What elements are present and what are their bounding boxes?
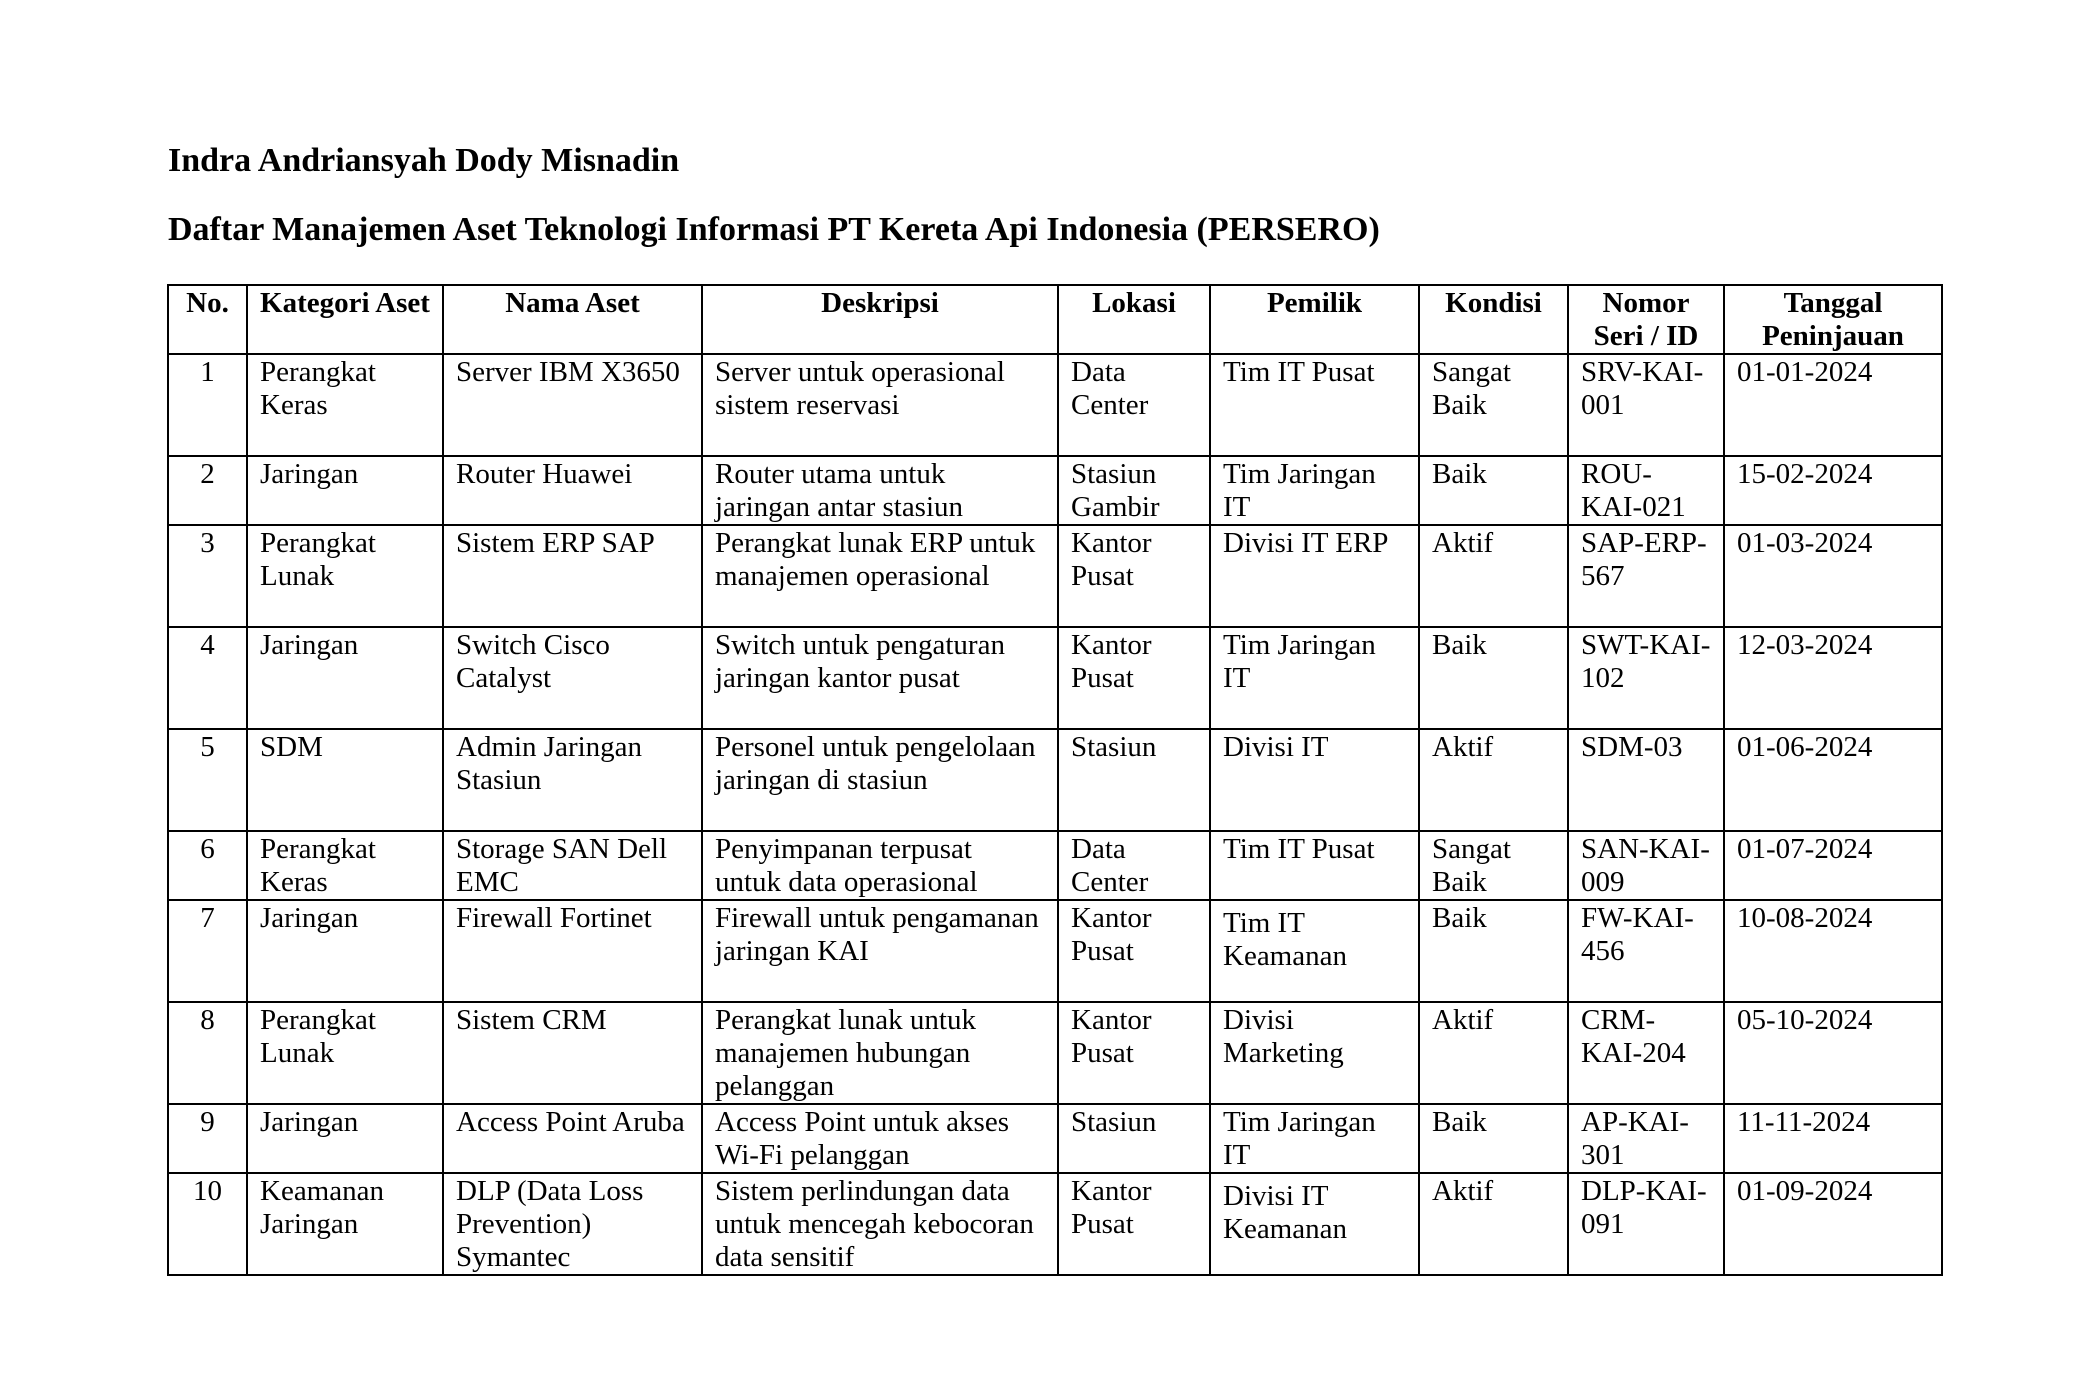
- cell-nama: Sistem ERP SAP: [443, 525, 702, 627]
- cell-deskripsi: Penyimpanan terpusat untuk data operasional: [702, 831, 1058, 900]
- cell-kondisi: Baik: [1419, 627, 1568, 729]
- header-pemilik: Pemilik: [1210, 285, 1419, 354]
- cell-tanggal: 05-10-2024: [1724, 1002, 1942, 1104]
- cell-deskripsi: Personel untuk pengelolaan jaringan di stasiun: [702, 729, 1058, 831]
- header-deskripsi: Deskripsi: [702, 285, 1058, 354]
- cell-no: 4: [168, 627, 247, 729]
- cell-tanggal: 10-08-2024: [1724, 900, 1942, 1002]
- cell-pemilik: [1210, 1173, 1419, 1275]
- cell-no: 8: [168, 1002, 247, 1104]
- cell-nomor-seri: DLP-KAI-091: [1568, 1173, 1724, 1275]
- cell-nomor-seri: SAP-ERP-567: [1568, 525, 1724, 627]
- cell-lokasi: Data Center: [1058, 354, 1210, 456]
- cell-kondisi: Baik: [1419, 900, 1568, 1002]
- table-row: [168, 1104, 1942, 1173]
- cell-pemilik: Divisi IT ERP: [1210, 525, 1419, 627]
- header-nomor-seri: Nomor Seri / ID: [1568, 285, 1724, 354]
- cell-deskripsi: Sistem perlindungan data untuk mencegah kebocoran data sensitif: [702, 1173, 1058, 1275]
- cell-deskripsi: Server untuk operasional sistem reservasi: [702, 354, 1058, 456]
- cell-pemilik: Tim Jaringan IT: [1210, 456, 1419, 525]
- cell-no: 9: [168, 1104, 247, 1173]
- cell-kategori: Jaringan: [247, 900, 443, 1002]
- cell-tanggal: 11-11-2024: [1724, 1104, 1942, 1173]
- table-row: [168, 1002, 1942, 1104]
- cell-lokasi: Stasiun Gambir: [1058, 456, 1210, 525]
- header-kategori-aset: Kategori Aset: [247, 285, 443, 354]
- cell-kategori: Perangkat Lunak: [247, 525, 443, 627]
- cell-kategori: Perangkat Lunak: [247, 1002, 443, 1104]
- cell-tanggal: 12-03-2024: [1724, 627, 1942, 729]
- cell-pemilik: Divisi Marketing: [1210, 1002, 1419, 1104]
- cell-kategori: Keamanan Jaringan: [247, 1173, 443, 1275]
- cell-no: 6: [168, 831, 247, 900]
- cell-kategori: Jaringan: [247, 456, 443, 525]
- cell-deskripsi: Perangkat lunak ERP untuk manajemen operasional: [702, 525, 1058, 627]
- cell-kondisi: Aktif: [1419, 1002, 1568, 1104]
- cell-pemilik: [1210, 900, 1419, 1002]
- cell-tanggal: 01-03-2024: [1724, 525, 1942, 627]
- author-name: Indra Andriansyah Dody Misnadin: [168, 142, 680, 179]
- asset-table: [167, 284, 1943, 1276]
- cell-nama: Admin Jaringan Stasiun: [443, 729, 702, 831]
- cell-nomor-seri: SDM-03: [1568, 729, 1724, 831]
- cell-nomor-seri: SAN-KAI-009: [1568, 831, 1724, 900]
- cell-tanggal: 01-06-2024: [1724, 729, 1942, 831]
- cell-deskripsi: Access Point untuk akses Wi-Fi pelanggan: [702, 1104, 1058, 1173]
- table-row: [168, 900, 1942, 1002]
- cell-nama: Server IBM X3650: [443, 354, 702, 456]
- cell-nomor-seri: FW-KAI-456: [1568, 900, 1724, 1002]
- table-row: [168, 525, 1942, 627]
- cell-kondisi: Aktif: [1419, 729, 1568, 831]
- table-row: [168, 354, 1942, 456]
- cell-kategori: SDM: [247, 729, 443, 831]
- cell-tanggal: 15-02-2024: [1724, 456, 1942, 525]
- cell-nomor-seri: SWT-KAI-102: [1568, 627, 1724, 729]
- cell-kondisi: Sangat Baik: [1419, 831, 1568, 900]
- cell-no: 3: [168, 525, 247, 627]
- table-row: [168, 729, 1942, 831]
- cell-kondisi: Baik: [1419, 1104, 1568, 1173]
- cell-kategori: Perangkat Keras: [247, 831, 443, 900]
- cell-kategori: Jaringan: [247, 627, 443, 729]
- table-row: [168, 1173, 1942, 1275]
- cell-nomor-seri: ROU-KAI-021: [1568, 456, 1724, 525]
- cell-lokasi: Stasiun: [1058, 729, 1210, 831]
- table-row: [168, 456, 1942, 525]
- cell-lokasi: Kantor Pusat: [1058, 900, 1210, 1002]
- cell-nama: Switch Cisco Catalyst: [443, 627, 702, 729]
- cell-no: 7: [168, 900, 247, 1002]
- cell-kondisi: Aktif: [1419, 525, 1568, 627]
- cell-nomor-seri: AP-KAI-301: [1568, 1104, 1724, 1173]
- table-header-row: [168, 285, 1942, 354]
- table-row: [168, 627, 1942, 729]
- header-lokasi: Lokasi: [1058, 285, 1210, 354]
- header-nama-aset: Nama Aset: [443, 285, 702, 354]
- cell-lokasi: Kantor Pusat: [1058, 627, 1210, 729]
- cell-tanggal: 01-07-2024: [1724, 831, 1942, 900]
- cell-deskripsi: Firewall untuk pengamanan jaringan KAI: [702, 900, 1058, 1002]
- cell-lokasi: Kantor Pusat: [1058, 1002, 1210, 1104]
- cell-lokasi: Data Center: [1058, 831, 1210, 900]
- cell-no: 5: [168, 729, 247, 831]
- document-title: Daftar Manajemen Aset Teknologi Informasi PT Kereta Api Indonesia (PERSERO): [168, 211, 1380, 248]
- cell-nama: Sistem CRM: [443, 1002, 702, 1104]
- header-no: No.: [168, 285, 247, 354]
- cell-no: 1: [168, 354, 247, 456]
- cell-pemilik: Divisi IT: [1210, 729, 1419, 831]
- header-tanggal-peninjauan: Tanggal Peninjauan: [1724, 285, 1942, 354]
- cell-kondisi: Sangat Baik: [1419, 354, 1568, 456]
- header-kondisi: Kondisi: [1419, 285, 1568, 354]
- cell-nama: DLP (Data Loss Prevention) Symantec: [443, 1173, 702, 1275]
- table-row: [168, 831, 1942, 900]
- cell-pemilik-text: Divisi IT Keamanan: [1223, 1180, 1347, 1245]
- cell-nomor-seri: SRV-KAI-001: [1568, 354, 1724, 456]
- cell-lokasi: Stasiun: [1058, 1104, 1210, 1173]
- cell-deskripsi: Perangkat lunak untuk manajemen hubungan pelanggan: [702, 1002, 1058, 1104]
- cell-lokasi: Kantor Pusat: [1058, 525, 1210, 627]
- cell-tanggal: 01-09-2024: [1724, 1173, 1942, 1275]
- cell-pemilik: Tim IT Pusat: [1210, 831, 1419, 900]
- cell-no: 10: [168, 1173, 247, 1275]
- cell-no: 2: [168, 456, 247, 525]
- cell-nama: Router Huawei: [443, 456, 702, 525]
- cell-nama: Access Point Aruba: [443, 1104, 702, 1173]
- cell-nama: Firewall Fortinet: [443, 900, 702, 1002]
- cell-pemilik: Tim Jaringan IT: [1210, 627, 1419, 729]
- cell-kondisi: Baik: [1419, 456, 1568, 525]
- cell-pemilik-text: Tim IT Keamanan: [1223, 907, 1347, 972]
- cell-nomor-seri: CRM-KAI-204: [1568, 1002, 1724, 1104]
- cell-kondisi: Aktif: [1419, 1173, 1568, 1275]
- cell-pemilik: Tim Jaringan IT: [1210, 1104, 1419, 1173]
- cell-kategori: Jaringan: [247, 1104, 443, 1173]
- cell-lokasi: Kantor Pusat: [1058, 1173, 1210, 1275]
- cell-tanggal: 01-01-2024: [1724, 354, 1942, 456]
- cell-nama: Storage SAN Dell EMC: [443, 831, 702, 900]
- cell-deskripsi: Switch untuk pengaturan jaringan kantor pusat: [702, 627, 1058, 729]
- cell-pemilik: Tim IT Pusat: [1210, 354, 1419, 456]
- cell-kategori: Perangkat Keras: [247, 354, 443, 456]
- cell-deskripsi: Router utama untuk jaringan antar stasiun: [702, 456, 1058, 525]
